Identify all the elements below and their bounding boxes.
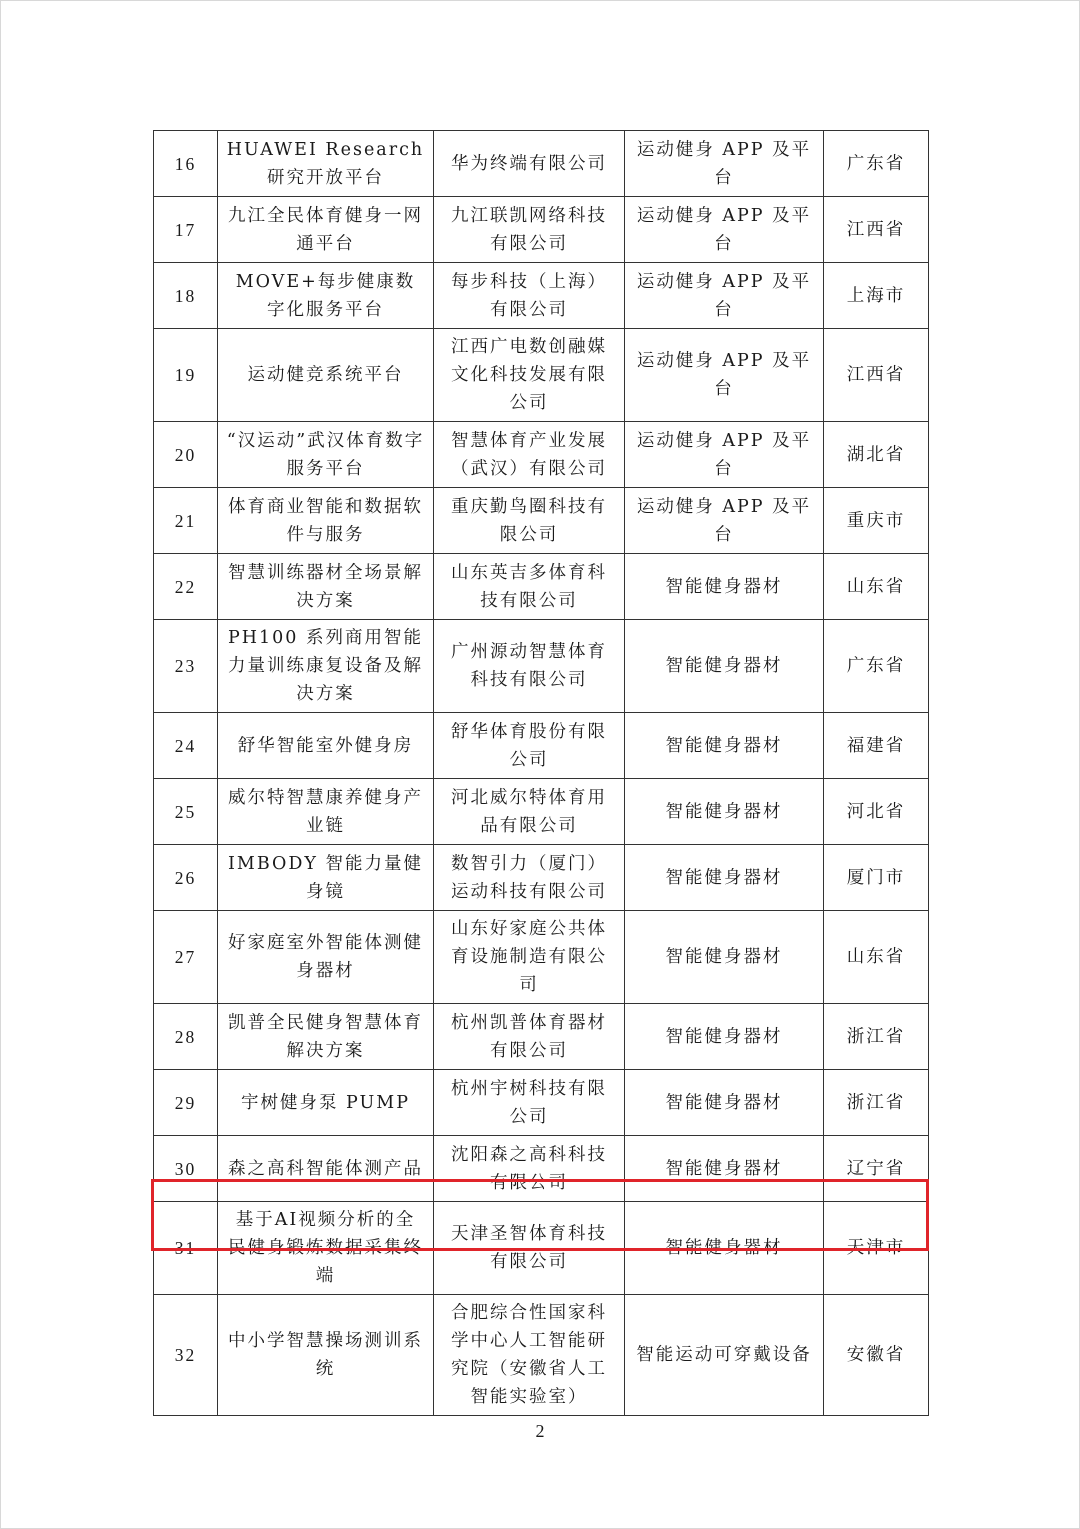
category: 运动健身 APP 及平台 bbox=[625, 329, 824, 422]
category: 运动健身 APP 及平台 bbox=[625, 263, 824, 329]
row-number: 18 bbox=[154, 263, 218, 329]
product-name: 中小学智慧操场测训系统 bbox=[218, 1295, 434, 1416]
table-row bbox=[154, 1070, 929, 1136]
product-name: 基于AI视频分析的全民健身锻炼数据采集终端 bbox=[218, 1202, 434, 1295]
region: 河北省 bbox=[824, 779, 929, 845]
product-name: 运动健竞系统平台 bbox=[218, 329, 434, 422]
row-number: 17 bbox=[154, 197, 218, 263]
company-name: 合肥综合性国家科学中心人工智能研究院（安徽省人工智能实验室） bbox=[434, 1295, 625, 1416]
table-row bbox=[154, 713, 929, 779]
region: 湖北省 bbox=[824, 422, 929, 488]
category: 智能健身器材 bbox=[625, 713, 824, 779]
region: 重庆市 bbox=[824, 488, 929, 554]
company-name: 数智引力（厦门）运动科技有限公司 bbox=[434, 845, 625, 911]
company-name: 沈阳森之高科科技有限公司 bbox=[434, 1136, 625, 1202]
row-number: 30 bbox=[154, 1136, 218, 1202]
table-row bbox=[154, 1202, 929, 1295]
region: 天津市 bbox=[824, 1202, 929, 1295]
row-number: 27 bbox=[154, 911, 218, 1004]
row-number: 20 bbox=[154, 422, 218, 488]
table-row bbox=[154, 911, 929, 1004]
category: 智能健身器材 bbox=[625, 911, 824, 1004]
category: 运动健身 APP 及平台 bbox=[625, 422, 824, 488]
category: 运动健身 APP 及平台 bbox=[625, 488, 824, 554]
product-name: PH100 系列商用智能力量训练康复设备及解决方案 bbox=[218, 620, 434, 713]
product-name: 宇树健身泵 PUMP bbox=[218, 1070, 434, 1136]
product-name: “汉运动”武汉体育数字服务平台 bbox=[218, 422, 434, 488]
region: 上海市 bbox=[824, 263, 929, 329]
row-number: 31 bbox=[154, 1202, 218, 1295]
category: 智能健身器材 bbox=[625, 779, 824, 845]
company-name: 杭州宇树科技有限公司 bbox=[434, 1070, 625, 1136]
product-name: 好家庭室外智能体测健身器材 bbox=[218, 911, 434, 1004]
table-row bbox=[154, 554, 929, 620]
region: 浙江省 bbox=[824, 1004, 929, 1070]
region: 辽宁省 bbox=[824, 1136, 929, 1202]
product-name: 体育商业智能和数据软件与服务 bbox=[218, 488, 434, 554]
table-row bbox=[154, 1295, 929, 1416]
table-row bbox=[154, 263, 929, 329]
table-row bbox=[154, 197, 929, 263]
company-name: 河北威尔特体育用品有限公司 bbox=[434, 779, 625, 845]
region: 浙江省 bbox=[824, 1070, 929, 1136]
table-row bbox=[154, 620, 929, 713]
table-row bbox=[154, 1004, 929, 1070]
category: 运动健身 APP 及平台 bbox=[625, 131, 824, 197]
page-number: 2 bbox=[535, 1421, 545, 1441]
category: 智能健身器材 bbox=[625, 1004, 824, 1070]
category: 智能健身器材 bbox=[625, 845, 824, 911]
table-row bbox=[154, 422, 929, 488]
product-name: HUAWEI Research 研究开放平台 bbox=[218, 131, 434, 197]
category: 运动健身 APP 及平台 bbox=[625, 197, 824, 263]
company-name: 九江联凯网络科技有限公司 bbox=[434, 197, 625, 263]
table-row bbox=[154, 779, 929, 845]
region: 江西省 bbox=[824, 197, 929, 263]
category: 智能健身器材 bbox=[625, 620, 824, 713]
category: 智能健身器材 bbox=[625, 1070, 824, 1136]
table-row bbox=[154, 329, 929, 422]
product-list-table bbox=[153, 130, 929, 1416]
region: 福建省 bbox=[824, 713, 929, 779]
product-name: IMBODY 智能力量健身镜 bbox=[218, 845, 434, 911]
category: 智能健身器材 bbox=[625, 554, 824, 620]
table-row bbox=[154, 131, 929, 197]
region: 广东省 bbox=[824, 620, 929, 713]
company-name: 智慧体育产业发展（武汉）有限公司 bbox=[434, 422, 625, 488]
company-name: 山东英吉多体育科技有限公司 bbox=[434, 554, 625, 620]
region: 山东省 bbox=[824, 911, 929, 1004]
table-row bbox=[154, 488, 929, 554]
product-name: 九江全民体育健身一网通平台 bbox=[218, 197, 434, 263]
product-name: 舒华智能室外健身房 bbox=[218, 713, 434, 779]
row-number: 25 bbox=[154, 779, 218, 845]
row-number: 26 bbox=[154, 845, 218, 911]
region: 广东省 bbox=[824, 131, 929, 197]
company-name: 杭州凯普体育器材有限公司 bbox=[434, 1004, 625, 1070]
region: 山东省 bbox=[824, 554, 929, 620]
table-row bbox=[154, 1136, 929, 1202]
row-number: 21 bbox=[154, 488, 218, 554]
company-name: 重庆勤鸟圈科技有限公司 bbox=[434, 488, 625, 554]
row-number: 19 bbox=[154, 329, 218, 422]
category: 智能健身器材 bbox=[625, 1202, 824, 1295]
product-name: MOVE+每步健康数字化服务平台 bbox=[218, 263, 434, 329]
company-name: 山东好家庭公共体育设施制造有限公司 bbox=[434, 911, 625, 1004]
category: 智能运动可穿戴设备 bbox=[625, 1295, 824, 1416]
company-name: 天津圣智体育科技有限公司 bbox=[434, 1202, 625, 1295]
region: 厦门市 bbox=[824, 845, 929, 911]
row-number: 29 bbox=[154, 1070, 218, 1136]
company-name: 广州源动智慧体育科技有限公司 bbox=[434, 620, 625, 713]
company-name: 江西广电数创融媒文化科技发展有限公司 bbox=[434, 329, 625, 422]
product-name: 凯普全民健身智慧体育解决方案 bbox=[218, 1004, 434, 1070]
product-name: 森之高科智能体测产品 bbox=[218, 1136, 434, 1202]
row-number: 24 bbox=[154, 713, 218, 779]
product-name: 威尔特智慧康养健身产业链 bbox=[218, 779, 434, 845]
row-number: 23 bbox=[154, 620, 218, 713]
company-name: 舒华体育股份有限公司 bbox=[434, 713, 625, 779]
company-name: 每步科技（上海）有限公司 bbox=[434, 263, 625, 329]
row-number: 16 bbox=[154, 131, 218, 197]
region: 江西省 bbox=[824, 329, 929, 422]
row-number: 22 bbox=[154, 554, 218, 620]
category: 智能健身器材 bbox=[625, 1136, 824, 1202]
product-name: 智慧训练器材全场景解决方案 bbox=[218, 554, 434, 620]
region: 安徽省 bbox=[824, 1295, 929, 1416]
company-name: 华为终端有限公司 bbox=[434, 131, 625, 197]
row-number: 28 bbox=[154, 1004, 218, 1070]
row-number: 32 bbox=[154, 1295, 218, 1416]
table-row bbox=[154, 845, 929, 911]
